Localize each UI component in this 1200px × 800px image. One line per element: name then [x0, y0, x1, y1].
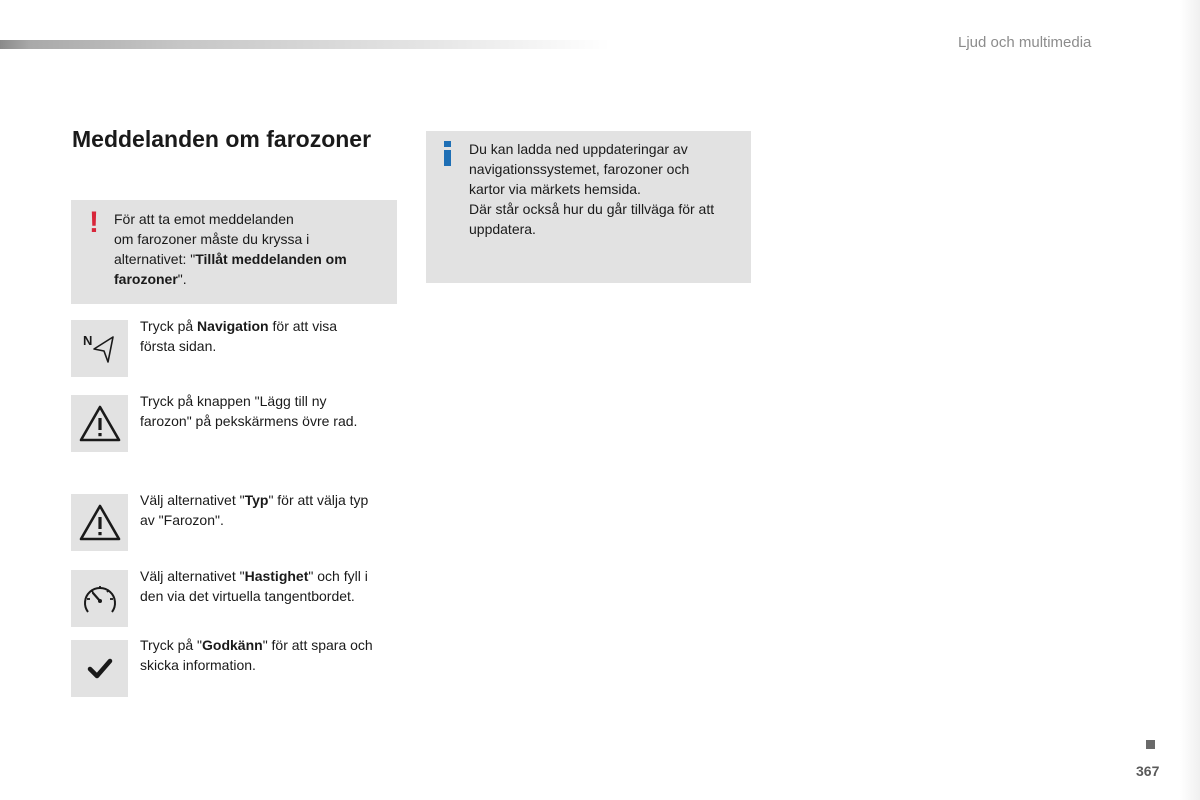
- step-keyword: Typ: [244, 492, 269, 508]
- warning-note: [71, 200, 397, 304]
- svg-text:N: N: [82, 332, 92, 348]
- step-line: farozon" på pekskärmens övre rad.: [140, 413, 358, 429]
- checkmark-icon: [71, 640, 128, 697]
- step-keyword: Navigation: [197, 318, 269, 334]
- speedometer-icon: [71, 570, 128, 627]
- page-title: Meddelanden om farozoner: [72, 126, 372, 152]
- step-text: [140, 566, 402, 606]
- exclamation-icon: !: [89, 206, 99, 239]
- step-text-part: Välj alternativet ": [140, 568, 245, 584]
- step-keyword: Hastighet: [244, 568, 309, 584]
- warning-line: För att ta emot meddelanden: [114, 211, 294, 227]
- warning-line: om farozoner måste du kryssa i: [114, 231, 310, 247]
- info-line: kartor via märkets hemsida.: [469, 181, 641, 197]
- info-line: uppdatera.: [469, 221, 536, 237]
- warning-option-name-end: farozoner: [114, 271, 178, 287]
- step-line: [140, 490, 402, 510]
- step-line: av "Farozon".: [140, 512, 224, 528]
- warning-text-prefix: alternativet: ": [114, 251, 196, 267]
- warning-triangle-icon: [71, 494, 128, 551]
- step-text-part: " för att välja typ: [268, 492, 369, 508]
- page-marker: [1146, 740, 1155, 749]
- step-text: [140, 490, 402, 530]
- step-text-part: Välj alternativet ": [140, 492, 245, 508]
- info-icon: [443, 141, 453, 165]
- step-text-part: Tryck på: [140, 318, 198, 334]
- step-keyword: Godkänn: [202, 637, 263, 653]
- step-text-part: för att visa: [268, 318, 338, 334]
- step-line: [140, 316, 402, 336]
- warning-line: [114, 249, 389, 269]
- step-text: [140, 316, 402, 356]
- step-line: Tryck på knappen "Lägg till ny: [140, 393, 327, 409]
- info-note: [426, 131, 751, 283]
- info-line: navigationssystemet, farozoner och: [469, 161, 690, 177]
- step-text-part: " och fyll i: [308, 568, 368, 584]
- step-text: [140, 391, 402, 431]
- step-text-part: Tryck på ": [140, 637, 203, 653]
- step-line: skicka information.: [140, 657, 256, 673]
- step-line: [140, 566, 402, 586]
- page-number: 367: [1136, 763, 1160, 779]
- warning-option-name: Tillåt meddelanden om: [195, 251, 347, 267]
- info-text: [469, 139, 744, 239]
- warning-triangle-icon: [71, 395, 128, 452]
- section-title: Ljud och multimedia: [958, 34, 1092, 51]
- step-line: [140, 635, 402, 655]
- warning-text-suffix: ".: [177, 271, 187, 287]
- warning-line: [114, 269, 389, 289]
- step-text-part: " för att spara och: [262, 637, 373, 653]
- page-edge-shadow: [1180, 0, 1200, 800]
- info-line: Där står också hur du går tillväga för att: [469, 201, 715, 217]
- step-text: [140, 635, 402, 675]
- warning-text: [114, 209, 389, 289]
- header-decorative-bar: [0, 40, 610, 49]
- step-line: första sidan.: [140, 338, 217, 354]
- navigation-north-icon: [71, 320, 128, 377]
- step-line: den via det virtuella tangentbordet.: [140, 588, 355, 604]
- info-line: Du kan ladda ned uppdateringar av: [469, 141, 688, 157]
